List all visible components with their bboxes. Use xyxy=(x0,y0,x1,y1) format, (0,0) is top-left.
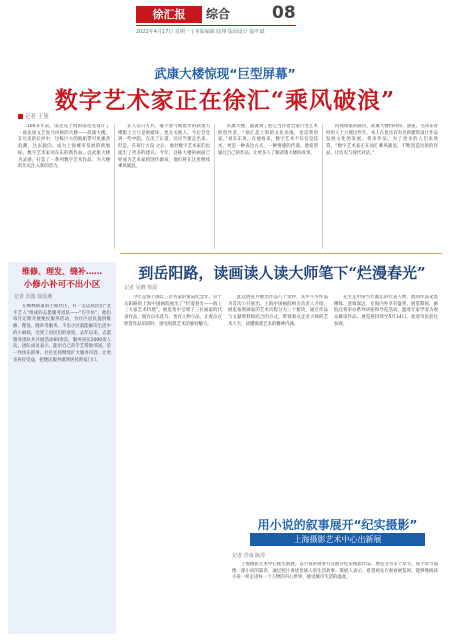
article3-body: 上海摄影艺术中心推出新展，以小说的叙事方式展开纪实摄影作品。展览分为多个章节，每个章节都像一部小说的篇章，通过照片讲述普通人的生活故事。策展人表示，希望观众在观看展览时，能够像阅读小说一样走进每一个人物的内心世界，感受城市生活的温度。 xyxy=(232,562,438,581)
article1-column-2: 在人信日方兵，毫不客气地批评的武康大楼版上大厅是被破坏，也无关他人，今后会受到一些中阻，在出了正道，还应当要走出来。但是，在该行大设 之后，他对数字艺术家们也提出了更多的建议。今年，这栋大楼的画面已经成为艺术家的创作源泉，他们将在这里继续乘风破浪。 xyxy=(118,124,210,170)
sidebar-body: 在枫林街道斜土路社区，有一支以居民们“老手艺人”组成的志愿服务团队——“巧手坊”。他们每月定期开展便民服务活动，为社区居民提供维修、理发、缝补等服务。不出小区就能解决生活中的小麻烦，受到了居民们的欢迎。去年以来，志愿服务团队共开展活动60余次，服务居民2000余人次。团队成员表示，能用自己的手艺帮助邻居，是一件快乐的事。社区还将继续扩大服务内容，让更多居民受益，把便民服务做到居民的家门口。 xyxy=(13,304,111,363)
dateline: 2022年4月17日 星期一 | 本版编辑 陆翔 版面设计 陆叶斌 xyxy=(136,29,265,35)
sidebar-headline: 小修小补可不出小区 xyxy=(23,280,101,290)
column-divider xyxy=(114,124,115,249)
masthead-badge xyxy=(136,6,202,23)
page-number: 08 xyxy=(272,3,296,23)
article1-kicker: 武康大楼惊现“巨型屏幕” xyxy=(154,66,296,81)
article1-byline-text: 记者 王旭 xyxy=(25,114,49,120)
column-divider xyxy=(214,124,215,249)
article3-byline: 记者 晋南 陈滢 xyxy=(232,553,266,559)
article1-headline: 数字艺术家正在徐汇“乘风破浪” xyxy=(54,87,396,114)
article3-headline: 用小说的叙事展开“纪实摄影” xyxy=(257,518,418,532)
masthead-rule xyxy=(136,25,296,26)
article1-column-4: 持现保家的路径。武康大楼特回得，游道，毛泽东曾经的人士公理这些年，本人在也这有有名的建筑设计作品发展文化的发展。将来作品，为了更多的人们来欣赏。“数字艺术家正在徐汇乘风破浪，不断创造出新的作品，让历史与现代对话。” xyxy=(326,124,438,156)
article2-column-1: 今年是海上画坛三位名家的诞辰纪念年。位于岳阳路的上海中国画院展出了“烂漫春光——海上三大家艺术特展”。展览集中呈现了三位画家的代表作品，既有山水花鸟，也有人物小品，让观众在欣赏作品的同时，感受海派艺术的独特魅力。 xyxy=(124,295,222,327)
column-divider xyxy=(322,124,323,249)
article2-byline: 记者 吴晓 徐晨 xyxy=(124,285,158,291)
article2-headline: 到岳阳路，读画读人读大师笔下“烂漫春光” xyxy=(138,264,426,282)
byline-marker-icon xyxy=(18,114,23,119)
sidebar-byline: 记者 沈波 徐晨燕 xyxy=(14,294,53,300)
masthead-brand: 徐汇报 xyxy=(152,8,186,21)
article1-column-1: 100多年前，邬达克上海的邬达克设计了一座法国文艺复兴风格的大楼——武康大楼。在历史的长河中，这栋巨大的航船带可风强劲浪潮，这去驶向，成为上海城市发展的新地标。数字艺术家刘东东的新作品，以武康大楼为灵感，打造了一系列数字艺术作品，为大楼的历史注入新的活力。 xyxy=(18,124,110,170)
article2-column-2: 此次展览共展出作品八十余件，其中不少作品为首次公开展出。上海中国画院相关负责人介绍，展览按照画家的艺术历程分为三个板块，通过作品与文献资料相结合的方式，带领观众走近大师的艺术人生，读懂海派艺术的精神内涵。 xyxy=(228,295,328,327)
sidebar-kicker: 维修、理发、缝补…… xyxy=(22,267,102,276)
article2-column-3: 先生是中国当代画坛的代表人物，他的作品笔墨精练、意境深远，在海内外享有盛誉。展览期间，画院还将举办系列讲座和导览活动，邀请专家学者为观众解读作品。展览将持续至5月14日，欢迎市民前往参观。 xyxy=(334,295,438,327)
article3-subheadline: 上海摄影艺术中心出新展 xyxy=(250,533,425,546)
section-divider xyxy=(120,253,442,254)
section-name: 综合 xyxy=(206,7,231,21)
article1-byline xyxy=(18,112,49,120)
article1-column-3: 武康大楼，就就到了把它当作着全道行变艺术的创作者。“徐汇是上海的文化高地，也是我的家。”刘东东说。在他看来，数字艺术不仅仅是技术，更是一种表达方式，一种情感的传递。他希望通过自己的作品，让更多人了解武康大楼的故事。 xyxy=(218,124,318,156)
